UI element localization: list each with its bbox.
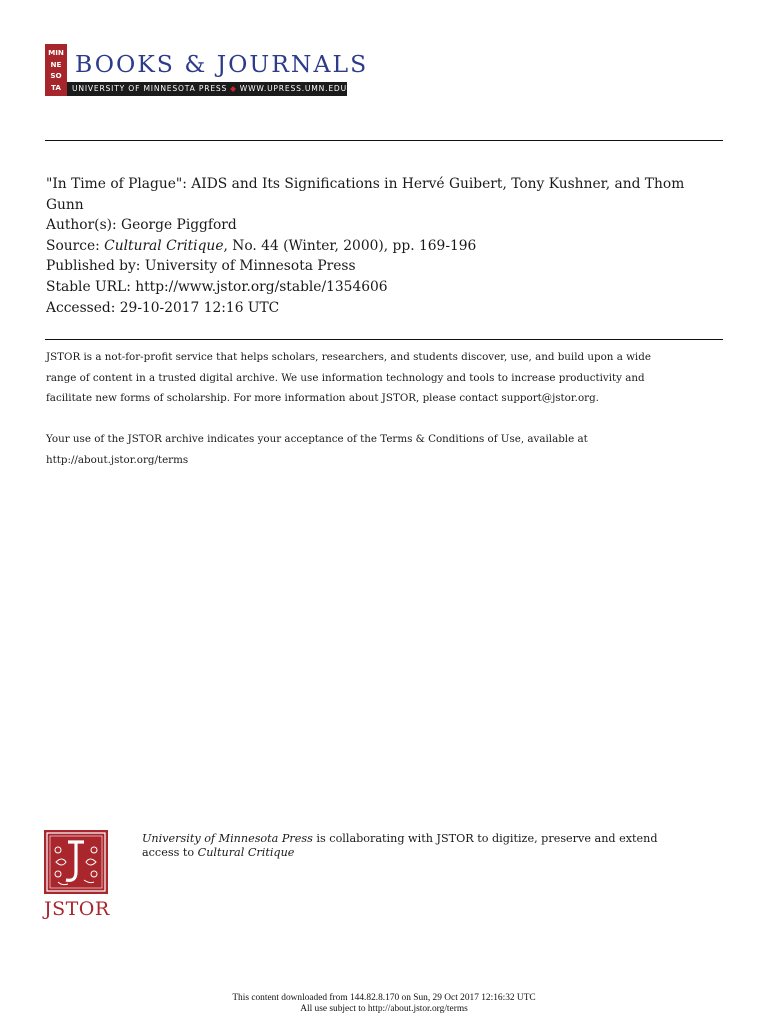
seal-line: TA [51,82,61,92]
collab-text-2: access to [142,845,198,859]
books-journals-title: BOOKS & JOURNALS [75,50,369,78]
top-divider [45,140,723,141]
terms-link[interactable]: http://about.jstor.org/terms [46,453,189,466]
jstor-logo [44,830,110,924]
notice-line: facilitate new forms of scholarship. For more information about JSTOR, please contact support@jstor.org. [46,392,599,404]
umn-press-name: UNIVERSITY OF MINNESOTA PRESS [72,84,228,93]
terms-footer: All use subject to http://about.jstor.org/terms [300,1004,468,1014]
notice-line: range of content in a trusted digital archive. We use information technology and tools to increase productivity and [46,371,645,384]
jstor-wordmark: JSTOR [44,898,110,920]
article-title: "In Time of Plague": AIDS and Its Significations in Hervé Guibert, Tony Kushner, and Thom Gunn [46,176,685,213]
notice-line: JSTOR is a not-for-profit service that helps scholars, researchers, and students discover, use, and build upon a wide [46,351,651,363]
collab-line-1 [142,832,702,846]
source-prefix: Source: [46,237,105,254]
article-publisher: Published by: University of Minnesota Press [46,258,356,275]
seal-line: NE [50,59,62,69]
download-footer [0,993,768,1015]
source-details: , No. 44 (Winter, 2000), pp. 169-196 [223,237,477,254]
seal-line: SO [50,71,62,80]
collab-text: is collaborating with JSTOR to digitize, preserve and extend [312,832,658,845]
collab-journal: Cultural Critique [197,845,295,859]
jstor-notice [46,347,736,470]
jstor-seal-icon [44,830,108,894]
jstor-emblem-icon [44,830,108,894]
seal-line: MIN [48,48,64,57]
collab-line-2 [142,846,702,860]
middle-divider [45,339,723,340]
diamond-icon: ◆ [230,84,237,93]
citation-block [46,174,726,318]
umn-press-logo [45,44,369,96]
article-source [46,236,726,257]
download-info: This content downloaded from 144.82.8.170 on Sun, 29 Oct 2017 12:16:32 UTC [232,993,536,1003]
terms-notice: Your use of the JSTOR archive indicates your acceptance of the Terms & Conditions of Use, available at [46,433,588,445]
stable-url[interactable]: Stable URL: http://www.jstor.org/stable/1354606 [46,278,388,295]
collab-publisher: University of Minnesota Press [142,832,313,845]
source-journal: Cultural Critique [104,237,224,254]
accessed-date: Accessed: 29-10-2017 12:16 UTC [46,299,280,316]
umn-press-url: WWW.UPRESS.UMN.EDU [239,84,347,93]
article-author: Author(s): George Piggford [46,217,237,234]
umn-seal-icon [45,44,67,96]
collaboration-statement [142,832,702,859]
umn-press-bar [67,82,347,96]
